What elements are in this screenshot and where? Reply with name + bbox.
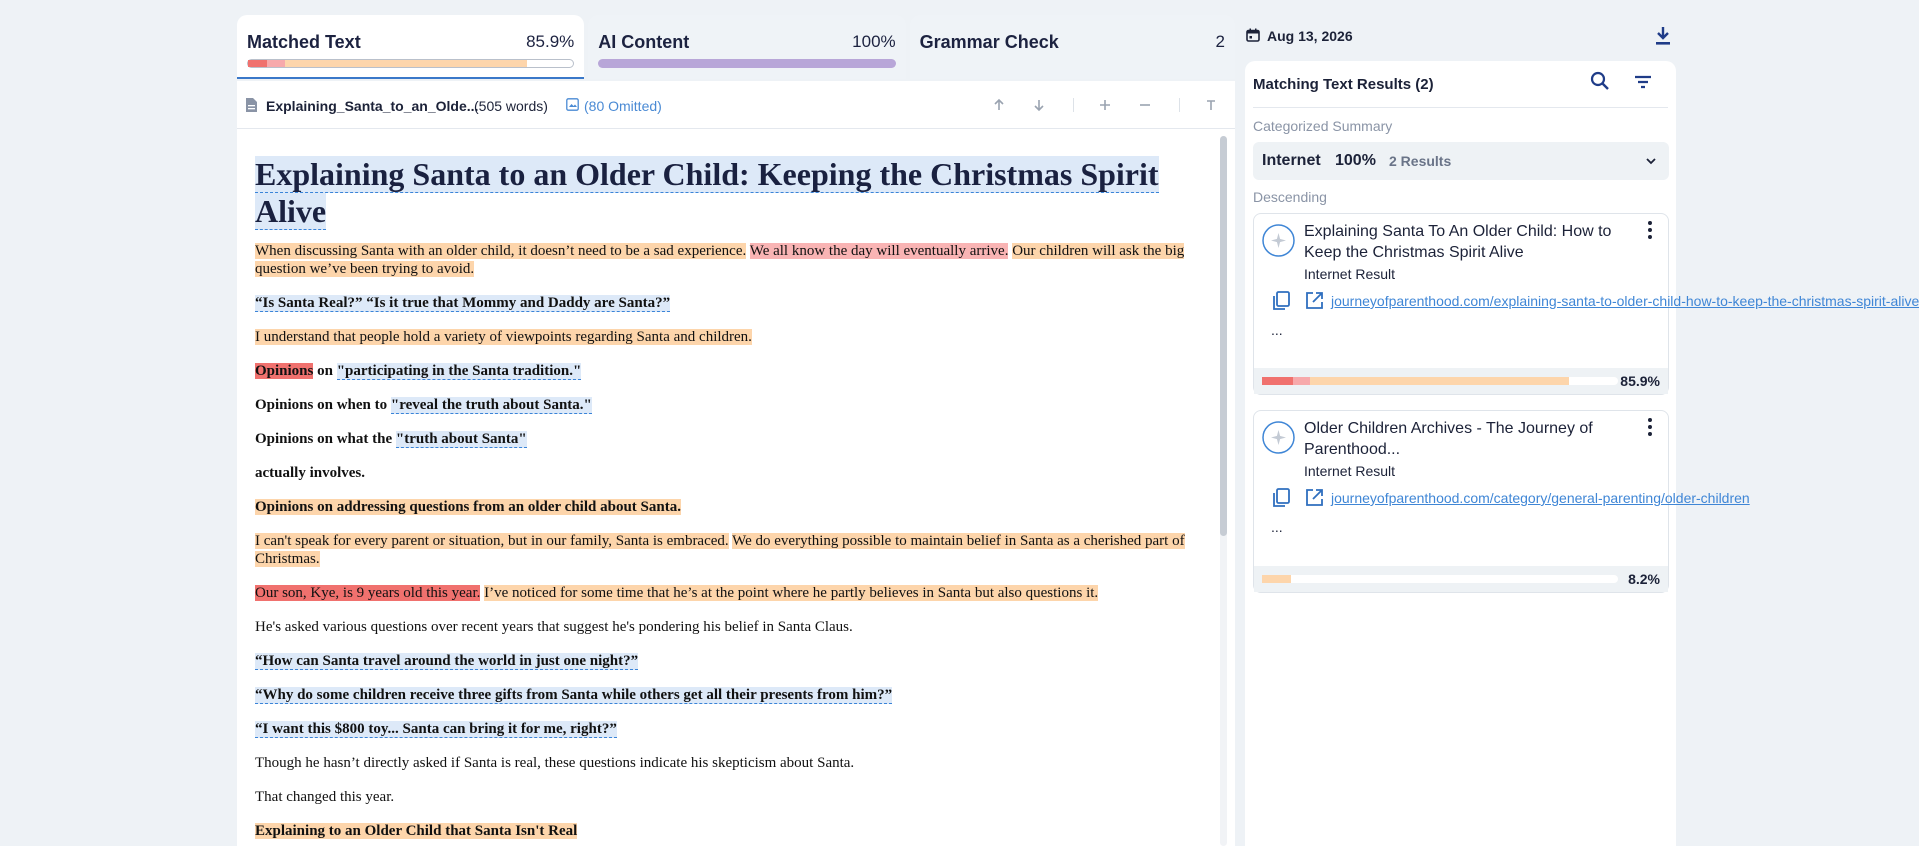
bar-segment-orange — [1310, 377, 1568, 385]
scrollbar-thumb[interactable] — [1220, 136, 1227, 536]
toolbar-divider — [1073, 98, 1074, 112]
paragraph — [255, 686, 1205, 704]
text-span: Opinions on when to — [255, 397, 388, 413]
category-count: 2 Results — [1389, 153, 1452, 169]
match-span[interactable]: Explaining to an Older Child that Santa Isn't Real — [255, 823, 578, 839]
tab-value: 85.9% — [526, 32, 575, 51]
report-date: Aug 13, 2026 — [1267, 28, 1353, 44]
bar-segment-orange — [1262, 575, 1291, 583]
paragraph — [255, 430, 1205, 448]
word-count: (505 words) — [474, 98, 548, 114]
quote-span[interactable]: “I want this $800 toy... Santa can bring it for me, right?” — [255, 721, 617, 737]
result-percent: 8.2% — [1628, 571, 1660, 587]
document-content — [255, 156, 1205, 840]
tab-title: Grammar Check — [919, 32, 1059, 52]
tab-value: 100% — [852, 32, 896, 51]
tab-grammar-check[interactable] — [910, 15, 1235, 79]
compass-icon — [1262, 421, 1295, 454]
result-progress-bar — [1262, 575, 1618, 583]
paragraph — [255, 652, 1205, 670]
result-footer — [1254, 566, 1668, 592]
tab-title: AI Content — [598, 32, 690, 52]
match-span[interactable]: Opinions on addressing questions from an older child about Santa. — [255, 499, 681, 515]
file-name: Explaining_Santa_to_an_Olde... — [266, 98, 479, 114]
document-toolbar — [237, 81, 1235, 129]
open-external-icon[interactable] — [1305, 291, 1324, 310]
match-span[interactable]: We do everything possible to maintain belief in Santa as a cherished part of Christmas. — [255, 533, 1185, 567]
image-icon — [566, 98, 579, 111]
paragraph: actually involves. — [255, 465, 366, 481]
arrow-up-icon[interactable] — [989, 95, 1009, 115]
paragraph — [255, 584, 1205, 602]
bar-segment-pink — [1293, 377, 1311, 385]
report-tabs — [237, 15, 1235, 79]
quote-span[interactable]: “Why do some children receive three gifts from Santa while others get all their presents from him?” — [255, 687, 893, 703]
arrow-down-icon[interactable] — [1029, 95, 1049, 115]
result-snippet: ... — [1271, 519, 1283, 535]
bar-segment-red — [1262, 377, 1293, 385]
category-internet-row[interactable] — [1253, 142, 1669, 180]
document-panel — [237, 81, 1235, 846]
matched-title[interactable]: Explaining Santa to an Older Child: Keeping the Christmas Spirit Alive — [255, 156, 1159, 229]
quote-span[interactable]: "truth about Santa" — [395, 431, 527, 447]
open-external-icon[interactable] — [1305, 488, 1324, 507]
match-span[interactable]: I can't speak for every parent or situation, but in our family, Santa is embraced. — [255, 533, 729, 549]
result-type: Internet Result — [1304, 463, 1396, 479]
paragraph — [255, 532, 1205, 568]
match-span[interactable]: We all know the day will eventually arrive. — [749, 243, 1009, 259]
tab-matched-text[interactable] — [237, 15, 584, 79]
paragraph — [255, 242, 1205, 278]
download-icon[interactable] — [1654, 26, 1672, 46]
result-url[interactable]: journeyofparenthood.com/category/general-parenting/older-children — [1331, 490, 1750, 506]
copy-icon[interactable] — [1272, 291, 1290, 311]
result-card[interactable] — [1253, 213, 1919, 395]
divider — [1253, 107, 1668, 108]
compass-icon — [1262, 224, 1295, 257]
paragraph: Though he hasn’t directly asked if Santa is real, these questions indicate his skepticism about Santa. — [255, 755, 855, 771]
calendar-icon — [1246, 28, 1260, 42]
result-snippet: ... — [1271, 322, 1283, 338]
match-span[interactable]: Our children will ask the big question we’ve been trying to avoid. — [255, 243, 1185, 277]
result-title[interactable]: Explaining Santa To An Older Child: How to Keep the Christmas Spirit Alive — [1304, 223, 1612, 261]
kebab-icon[interactable] — [1642, 417, 1658, 437]
paragraph — [255, 498, 1205, 516]
category-percent: 100% — [1335, 152, 1376, 169]
copy-icon[interactable] — [1272, 488, 1290, 508]
tab-value: 2 — [1215, 32, 1225, 51]
bar-segment-pink — [267, 60, 285, 67]
chevron-down-icon[interactable] — [1645, 155, 1657, 167]
kebab-icon[interactable] — [1642, 220, 1658, 240]
paragraph — [255, 362, 1205, 380]
sort-label[interactable]: Descending — [1253, 189, 1327, 205]
bar-segment-orange — [285, 60, 528, 67]
result-title[interactable]: Older Children Archives - The Journey of Parenthood... — [1304, 420, 1593, 458]
categorized-summary-label: Categorized Summary — [1253, 118, 1393, 134]
match-span[interactable]: Our son, Kye, is 9 years old this year. — [255, 585, 481, 601]
paragraph — [255, 720, 1205, 738]
tab-ai-content[interactable] — [588, 15, 905, 79]
document-title — [255, 156, 1205, 230]
quote-span[interactable]: “Is Santa Real?” “Is it true that Mommy and Daddy are Santa?” — [255, 295, 671, 311]
bar-segment-red — [248, 60, 267, 67]
omitted-link[interactable]: (80 Omitted) — [584, 98, 662, 114]
result-percent: 85.9% — [1620, 373, 1660, 389]
paragraph — [255, 396, 1205, 414]
results-panel — [1245, 61, 1919, 846]
matched-progress-bar — [247, 59, 574, 68]
tab-title: Matched Text — [247, 32, 361, 52]
result-progress-bar — [1262, 377, 1618, 385]
category-name: Internet — [1262, 152, 1321, 169]
match-span[interactable]: I’ve noticed for some time that he’s at the point where he partly believes in Santa but also questions it. — [484, 585, 1099, 601]
paragraph: That changed this year. — [255, 789, 395, 805]
paragraph — [255, 328, 1205, 346]
paragraph — [255, 294, 1205, 312]
match-span[interactable]: When discussing Santa with an older child, it doesn’t need to be a sad experience. — [255, 243, 747, 259]
text-span: on — [317, 363, 333, 379]
quote-span[interactable]: "reveal the truth about Santa." — [390, 397, 592, 413]
text-span: Opinions on what the — [255, 431, 393, 447]
match-span[interactable]: Opinions — [255, 363, 314, 379]
search-icon[interactable] — [1589, 70, 1611, 92]
file-icon — [245, 97, 258, 113]
plus-icon[interactable] — [1095, 95, 1115, 115]
results-title: Matching Text Results (2) — [1253, 76, 1434, 93]
section-heading — [255, 822, 1205, 840]
result-type: Internet Result — [1304, 266, 1396, 282]
quote-span[interactable]: “How can Santa travel around the world in just one night?” — [255, 653, 639, 669]
document-scroll-area[interactable] — [237, 130, 1235, 846]
minus-icon[interactable] — [1135, 95, 1155, 115]
ai-progress-bar — [598, 59, 895, 68]
result-url[interactable]: journeyofparenthood.com/explaining-santa-to-older-child-how-to-keep-the-christmas-spirit-alive — [1331, 293, 1919, 309]
text-size-icon[interactable] — [1201, 95, 1221, 115]
filter-icon[interactable] — [1632, 71, 1654, 93]
match-span[interactable]: I understand that people hold a variety of viewpoints regarding Santa and children. — [255, 329, 752, 345]
quote-span[interactable]: "participating in the Santa tradition." — [336, 363, 582, 379]
paragraph: He's asked various questions over recent years that suggest he's pondering his belief in Santa Claus. — [255, 619, 853, 635]
result-card[interactable] — [1253, 410, 1750, 593]
toolbar-divider — [1179, 98, 1180, 112]
result-footer — [1254, 368, 1668, 394]
